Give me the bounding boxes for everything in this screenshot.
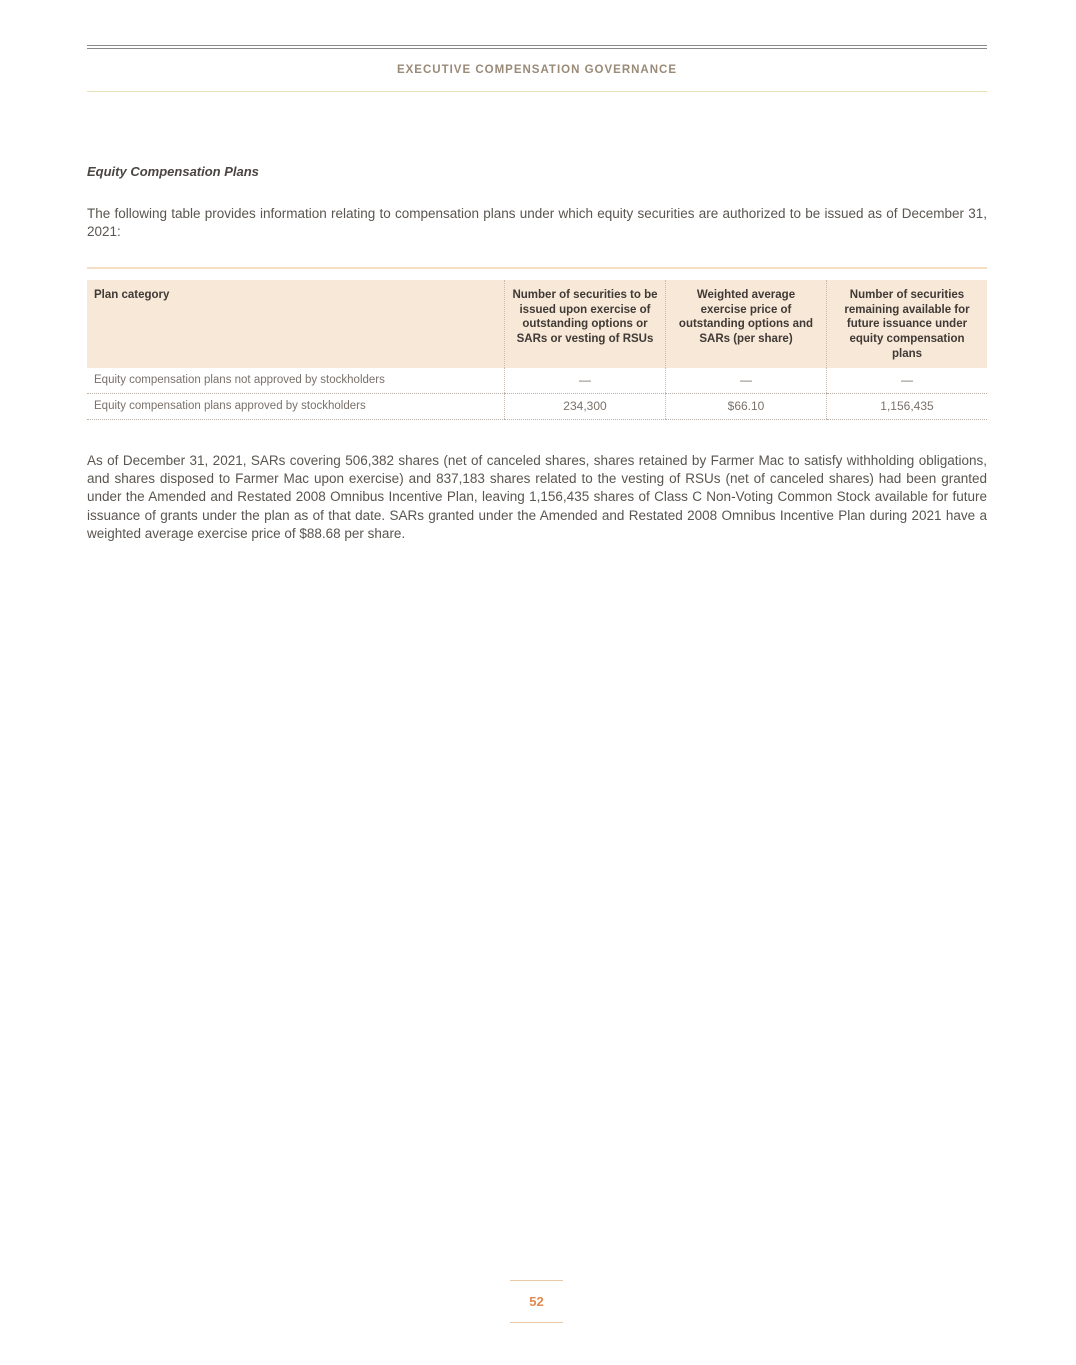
- intro-paragraph: The following table provides information relating to compensation plans under which equity securities are authorized to be issued as of December 31, 2021:: [87, 206, 987, 239]
- footer-rule-bottom: [510, 1322, 563, 1323]
- running-header: EXECUTIVE COMPENSATION GOVERNANCE: [396, 64, 678, 76]
- page-number: 52: [529, 1294, 544, 1309]
- row-plan-category: Equity compensation plans not approved by stockholders: [87, 368, 505, 394]
- row-securities-to-be-issued: 234,300: [505, 393, 666, 419]
- equity-compensation-table: [87, 280, 987, 420]
- row-weighted-average-price: $66.10: [666, 393, 827, 419]
- column-header-weighted-average-price: Weighted average exercise price of outstanding options and SARs (per share): [666, 280, 827, 368]
- column-header-securities-remaining: Number of securities remaining available for future issuance under equity compensation plans: [827, 280, 988, 368]
- column-header-securities-to-be-issued: Number of securities to be issued upon exercise of outstanding options or SARs or vesting of RSUs: [505, 280, 666, 368]
- row-plan-category: Equity compensation plans approved by stockholders: [87, 393, 505, 419]
- footer-rule-top: [510, 1280, 563, 1281]
- table-top-rule: [87, 267, 987, 269]
- section-title: Equity Compensation Plans: [87, 164, 259, 179]
- header-underline: [87, 91, 987, 92]
- header-double-rule: [87, 45, 987, 49]
- row-weighted-average-price: —: [666, 368, 827, 394]
- table-row: [87, 368, 987, 394]
- row-securities-remaining: 1,156,435: [827, 393, 988, 419]
- table-row: [87, 393, 987, 419]
- row-securities-to-be-issued: —: [505, 368, 666, 394]
- row-securities-remaining: —: [827, 368, 988, 394]
- column-header-plan-category: Plan category: [87, 280, 505, 368]
- body-paragraph: As of December 31, 2021, SARs covering 506,382 shares (net of canceled shares, shares retained by Farmer Mac to satisfy withholding obligations, and shares disposed to Farmer Mac upon exercise) and 837,183 shares related to the vesting of RSUs (net of canceled shares) had been granted under the Amended and Restated 2008 Omnibus Incentive Plan, leaving 1,156,435 shares of Class C Non-Voting Common Stock available for future issuance of grants under the plan as of that date. SARs granted under the Amended and Restated 2008 Omnibus Incentive Plan during 2021 have a weighted average exercise price of $88.68 per share.: [87, 453, 987, 541]
- table-header-row: [87, 280, 987, 368]
